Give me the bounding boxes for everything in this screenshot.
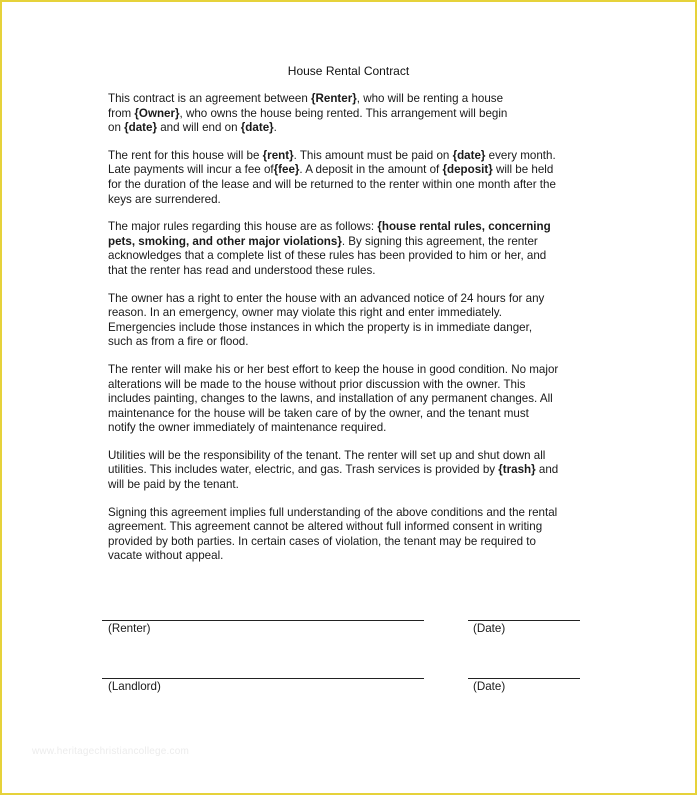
paragraph-line xyxy=(108,549,578,564)
text-run: such as from a fire or flood. xyxy=(108,335,249,349)
text-run: every month. xyxy=(485,148,556,162)
paragraph-line xyxy=(108,107,578,122)
text-run: This contract is an agreement between xyxy=(108,92,311,105)
document-title: House Rental Contract xyxy=(287,64,410,78)
renter-signature-line xyxy=(102,620,424,621)
paragraph-line xyxy=(108,421,578,436)
paragraph-line xyxy=(108,220,578,235)
renter-date-label: (Date) xyxy=(473,622,506,635)
text-run: Late payments will incur a fee of xyxy=(108,163,274,177)
placeholder-field: {date} xyxy=(240,121,274,135)
paragraph-line xyxy=(108,535,578,550)
paragraph-line xyxy=(108,392,578,407)
text-run: . xyxy=(273,121,277,135)
contract-body xyxy=(108,92,578,577)
contract-paragraph xyxy=(108,292,578,350)
text-run: will be held xyxy=(492,163,554,177)
paragraph-line xyxy=(108,520,578,535)
text-run: , who will be renting a house xyxy=(356,92,504,105)
placeholder-field: {Renter} xyxy=(311,92,357,105)
placeholder-field: pets, smoking, and other major violations} xyxy=(108,234,342,248)
text-run: acknowledges that a complete list of these rules has been provided to him or her, and xyxy=(108,249,547,263)
contract-paragraph xyxy=(108,363,578,436)
paragraph-line xyxy=(108,163,578,178)
text-run: vacate without appeal. xyxy=(108,549,224,563)
paragraph-line xyxy=(108,264,578,279)
landlord-date-line xyxy=(468,678,580,679)
text-run: utilities. This includes water, electric, and gas. Trash services is provided by xyxy=(108,463,499,477)
text-run: on xyxy=(108,121,125,135)
placeholder-field: {rent} xyxy=(262,148,294,162)
text-run: maintenance for the house will be taken care of by the owner, and the tenant must xyxy=(108,406,529,420)
placeholder-field: {house rental rules, concerning xyxy=(377,220,551,234)
text-run: agreement. This agreement cannot be altered without full informed consent in writing xyxy=(108,520,543,534)
text-run: Emergencies include those instances in which the property is in immediate danger, xyxy=(108,320,533,334)
text-run: alterations will be made to the house without prior discussion with the owner. This xyxy=(108,377,526,391)
paragraph-line xyxy=(108,193,578,208)
text-run: Utilities will be the responsibility of the tenant. The renter will set up and shut down all xyxy=(108,448,546,462)
paragraph-line xyxy=(108,463,578,478)
text-run: The rent for this house will be xyxy=(108,148,263,162)
text-run: from xyxy=(108,106,135,120)
placeholder-field: {date} xyxy=(124,121,157,135)
text-run: provided by both parties. In certain cases of violation, the tenant may be required to xyxy=(108,534,536,548)
paragraph-line xyxy=(108,149,578,164)
placeholder-field: {fee} xyxy=(273,163,300,177)
text-run: , who owns the house being rented. This arrangement will begin xyxy=(179,106,508,120)
placeholder-field: {deposit} xyxy=(442,163,493,177)
text-run: will be paid by the tenant. xyxy=(108,478,239,492)
text-run: for the duration of the lease and will be returned to the renter within one month after the xyxy=(108,177,556,191)
paragraph-line xyxy=(108,178,578,193)
paragraph-line xyxy=(108,335,578,350)
text-run: reason. In an emergency, owner may violate this right and enter immediately. xyxy=(108,306,502,320)
text-run: The major rules regarding this house are as follows: xyxy=(108,220,378,234)
watermark: www.heritagechristiancollege.com xyxy=(32,746,190,757)
contract-paragraph xyxy=(108,92,578,136)
text-run: . By signing this agreement, the renter xyxy=(341,234,538,248)
paragraph-line xyxy=(108,121,578,136)
paragraph-line xyxy=(108,407,578,422)
text-run: The renter will make his or her best effort to keep the house in good condition. No major xyxy=(108,362,559,376)
paragraph-line xyxy=(108,363,578,378)
placeholder-field: {date} xyxy=(452,148,486,162)
text-run: . This amount must be paid on xyxy=(293,148,453,162)
contract-paragraph xyxy=(108,149,578,207)
text-run: and will end on xyxy=(157,121,241,135)
text-run: and xyxy=(535,463,559,477)
paragraph-line xyxy=(108,449,578,464)
text-run: . A deposit in the amount of xyxy=(299,163,443,177)
paragraph-line xyxy=(108,292,578,307)
placeholder-field: {trash} xyxy=(498,463,536,477)
paragraph-line xyxy=(108,506,578,521)
paragraph-line xyxy=(108,478,578,493)
landlord-signature-line xyxy=(102,678,424,679)
paragraph-line xyxy=(108,321,578,336)
text-run: Signing this agreement implies full understanding of the above conditions and the rental xyxy=(108,505,558,519)
paragraph-line xyxy=(108,378,578,393)
paragraph-line xyxy=(108,306,578,321)
paragraph-line xyxy=(108,92,578,107)
contract-paragraph xyxy=(108,220,578,278)
text-run: The owner has a right to enter the house with an advanced notice of 24 hours for any xyxy=(108,291,545,305)
renter-date-line xyxy=(468,620,580,621)
text-run: includes painting, changes to the lawns, and installation of any permanent changes. All xyxy=(108,392,553,406)
placeholder-field: {Owner} xyxy=(134,106,180,120)
paragraph-line xyxy=(108,235,578,250)
text-run: notify the owner immediately of maintenance required. xyxy=(108,421,387,435)
contract-paragraph xyxy=(108,506,578,564)
text-run: keys are surrendered. xyxy=(108,192,221,206)
paragraph-line xyxy=(108,249,578,264)
contract-paragraph xyxy=(108,449,578,493)
landlord-label: (Landlord) xyxy=(108,680,161,693)
text-run: that the renter has read and understood these rules. xyxy=(108,263,376,277)
landlord-date-label: (Date) xyxy=(473,680,506,693)
renter-label: (Renter) xyxy=(108,622,151,635)
